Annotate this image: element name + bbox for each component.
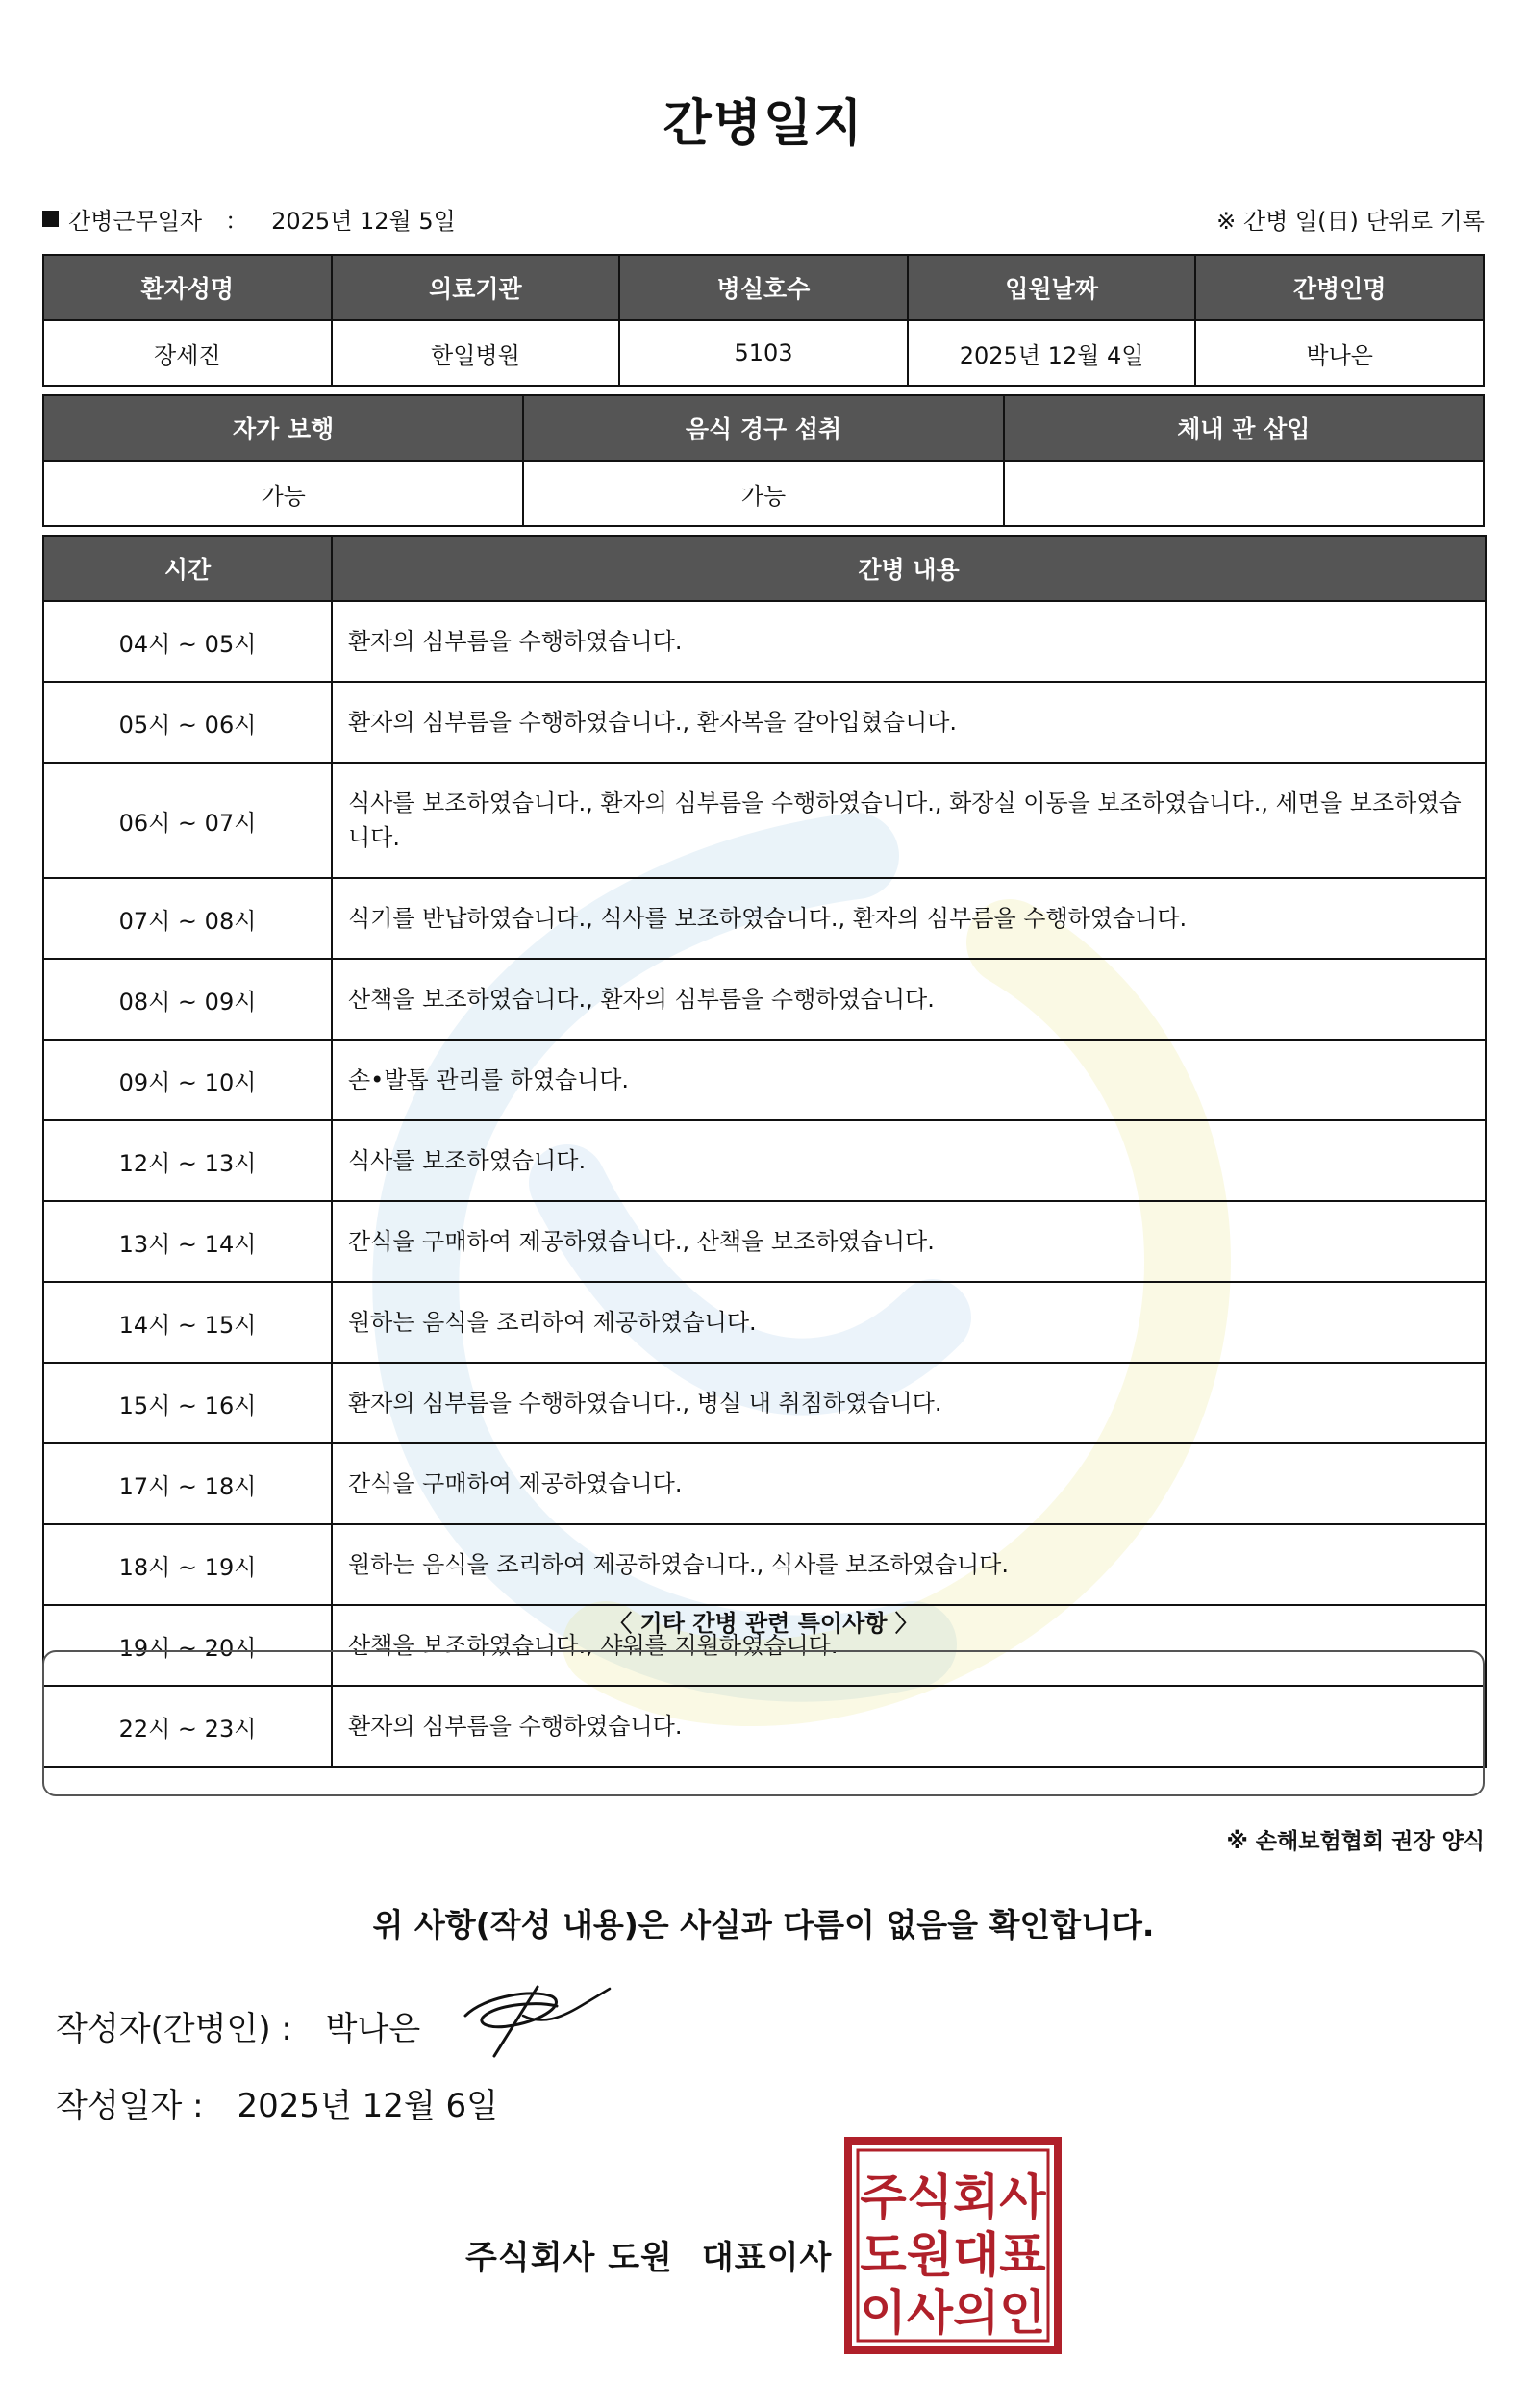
log-content: 식기를 반납하였습니다., 식사를 보조하였습니다., 환자의 심부름을 수행하였습니다. [332, 878, 1486, 959]
table-row [43, 1120, 1486, 1201]
log-content: 간식을 구매하여 제공하였습니다., 산책을 보조하였습니다. [332, 1201, 1486, 1282]
table-row [43, 1282, 1486, 1363]
status-table [42, 394, 1485, 527]
care-log-table [42, 535, 1487, 1768]
page-title: 간병일지 [663, 95, 864, 153]
log-time: 22시 ~ 23시 [43, 1686, 332, 1767]
header-caregiver: 간병인명 [1195, 255, 1484, 320]
log-time: 06시 ~ 07시 [43, 763, 332, 878]
log-time: 18시 ~ 19시 [43, 1524, 332, 1605]
status-header-row [43, 395, 1484, 461]
log-time: 17시 ~ 18시 [43, 1443, 332, 1524]
written-date-label: 작성일자 : [56, 2087, 204, 2125]
header-room: 병실호수 [619, 255, 908, 320]
work-date-colon: ： [225, 208, 249, 235]
room-number: 5103 [619, 320, 908, 386]
table-row [43, 682, 1486, 763]
work-date [42, 202, 456, 236]
status-value-row [43, 461, 1484, 526]
header-hospital: 의료기관 [332, 255, 620, 320]
table-row [43, 1201, 1486, 1282]
admission-date: 2025년 12월 4일 [908, 320, 1196, 386]
seal-line-3: 이사의인 [860, 2285, 1046, 2341]
seal-line-2: 도원대표 [860, 2227, 1046, 2283]
work-date-label: 간병근무일자 [68, 208, 203, 235]
company-seal-icon [844, 2137, 1062, 2354]
table-row [43, 1443, 1486, 1524]
log-content: 환자의 심부름을 수행하였습니다. [332, 1686, 1486, 1767]
log-time: 09시 ~ 10시 [43, 1040, 332, 1120]
log-time: 07시 ~ 08시 [43, 878, 332, 959]
meta-row [42, 202, 1485, 240]
log-header-row [43, 536, 1486, 601]
log-content: 환자의 심부름을 수행하였습니다., 환자복을 갈아입혔습니다. [332, 682, 1486, 763]
patient-name: 장세진 [43, 320, 332, 386]
author-label: 작성자(간병인) : [56, 2010, 292, 2048]
log-content: 산책을 보조하였습니다., 샤워를 지원하였습니다. [332, 1605, 1486, 1686]
log-time: 14시 ~ 15시 [43, 1282, 332, 1363]
log-content: 환자의 심부름을 수행하였습니다. [332, 601, 1486, 682]
table-row [43, 1363, 1486, 1443]
written-date-value: 2025년 12월 6일 [237, 2087, 499, 2125]
table-row [43, 1524, 1486, 1605]
log-content: 원하는 음식을 조리하여 제공하였습니다., 식사를 보조하였습니다. [332, 1524, 1486, 1605]
confirm-statement: 위 사항(작성 내용)은 사실과 다름이 없음을 확인합니다. [372, 1906, 1155, 1944]
log-content: 환자의 심부름을 수행하였습니다., 병실 내 취침하였습니다. [332, 1363, 1486, 1443]
remarks-title: 〈 기타 간병 관련 특이사항 〉 [609, 1610, 918, 1637]
table-row [43, 959, 1486, 1040]
log-time: 04시 ~ 05시 [43, 601, 332, 682]
written-date-line [56, 2079, 498, 2126]
patient-table [42, 254, 1485, 387]
log-time: 13시 ~ 14시 [43, 1201, 332, 1282]
work-date-value: 2025년 12월 5일 [271, 208, 456, 235]
log-content: 식사를 보조하였습니다., 환자의 심부름을 수행하였습니다., 화장실 이동을 보조하였습니다., 세면을 보조하였습니다. [332, 763, 1486, 878]
table-row [43, 1040, 1486, 1120]
header-oral-intake: 음식 경구 섭취 [523, 395, 1003, 461]
header-patient-name: 환자성명 [43, 255, 332, 320]
log-content: 산책을 보조하였습니다., 환자의 심부름을 수행하였습니다. [332, 959, 1486, 1040]
table-row [43, 878, 1486, 959]
patient-header-row [43, 255, 1484, 320]
tube-status [1004, 461, 1484, 526]
hospital-name: 한일병원 [332, 320, 620, 386]
header-care-content: 간병 내용 [332, 536, 1486, 601]
company-name: 주식회사 도원 [465, 2239, 673, 2277]
remarks-box [42, 1650, 1485, 1796]
table-row [43, 601, 1486, 682]
table-row [43, 763, 1486, 878]
recommend-note: ※ 손해보험협회 권장 양식 [1226, 1829, 1485, 1854]
author-line [56, 2002, 420, 2049]
log-content: 간식을 구매하여 제공하였습니다. [332, 1443, 1486, 1524]
seal-line-1: 주식회사 [860, 2170, 1046, 2225]
signature-icon [446, 1977, 619, 2064]
header-time: 시간 [43, 536, 332, 601]
company-line [465, 2231, 832, 2278]
log-time: 15시 ~ 16시 [43, 1363, 332, 1443]
walking-status: 가능 [43, 461, 523, 526]
log-time: 05시 ~ 06시 [43, 682, 332, 763]
square-bullet-icon [42, 211, 59, 227]
oral-intake-status: 가능 [523, 461, 1003, 526]
log-content: 원하는 음식을 조리하여 제공하였습니다. [332, 1282, 1486, 1363]
header-walking: 자가 보행 [43, 395, 523, 461]
log-content: 식사를 보조하였습니다. [332, 1120, 1486, 1201]
log-time: 19시 ~ 20시 [43, 1605, 332, 1686]
header-admission-date: 입원날짜 [908, 255, 1196, 320]
company-title: 대표이사 [701, 2239, 833, 2277]
log-time: 08시 ~ 09시 [43, 959, 332, 1040]
header-tube: 체내 관 삽입 [1004, 395, 1484, 461]
log-time: 12시 ~ 13시 [43, 1120, 332, 1201]
record-note: ※ 간병 일(日) 단위로 기록 [1216, 208, 1485, 235]
caregiver-name: 박나은 [1195, 320, 1484, 386]
patient-value-row [43, 320, 1484, 386]
author-name: 박나은 [325, 2010, 421, 2048]
log-content: 손•발톱 관리를 하였습니다. [332, 1040, 1486, 1120]
